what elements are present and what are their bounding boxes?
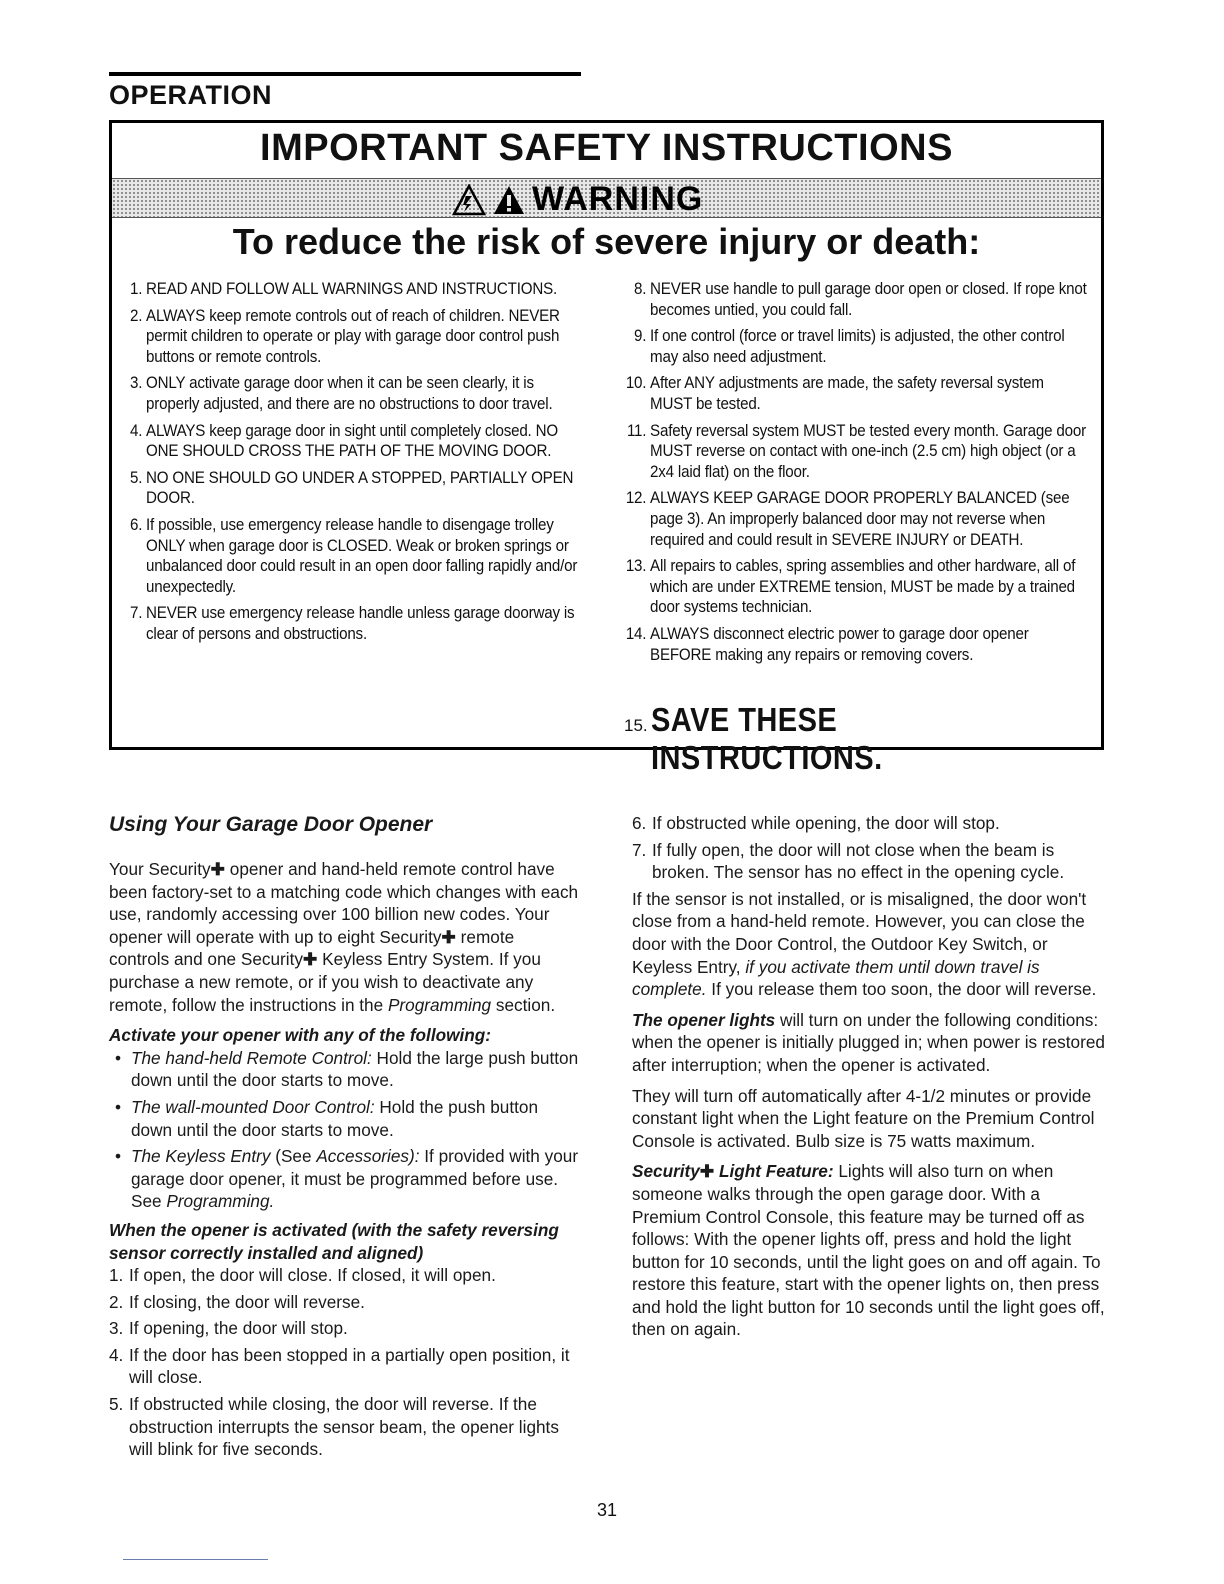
intro-text: remote controls and one Security (109, 926, 515, 970)
safety-item (120, 603, 590, 644)
intro-text: opener and hand-held remote control have been factory-set to a matching code which changes with each use, randomly accessing over 100 billion new codes. Your opener will operate with up to eight Security (109, 859, 579, 947)
intro-paragraph (109, 858, 579, 1016)
item-number: 7. (130, 604, 143, 623)
step-text: If obstructed while closing, the door will reverse. If the obstruction interrupts the sensor beam, the opener lights will blink for five seconds. (129, 1394, 559, 1460)
when-activated-heading: When the opener is activated (with the safety reversing sensor correctly installed and aligned) (109, 1219, 559, 1263)
safety-item (624, 421, 1089, 483)
step-number: 7. (632, 839, 647, 860)
safety-list-left (120, 279, 590, 651)
step-number: 1. (109, 1265, 124, 1286)
item-number: 5. (130, 468, 143, 487)
light-feature-paragraph (632, 1160, 1107, 1341)
warning-text: WARNING (532, 180, 704, 218)
item-number: 12. (625, 489, 647, 508)
item-text: READ AND FOLLOW ALL WARNINGS AND INSTRUCTIONS. (146, 280, 558, 298)
safety-item (120, 306, 590, 368)
step-item (109, 1317, 579, 1340)
save-instructions (624, 701, 1101, 777)
accessories-reference: Accessories): (316, 1146, 420, 1167)
item-number: 14. (625, 624, 647, 643)
left-column (109, 812, 579, 1465)
bullet-lead: The hand-held Remote Control: (131, 1047, 372, 1068)
item-text: ALWAYS KEEP GARAGE DOOR PROPERLY BALANCED (see page 3). An improperly balanced door may not reverse when required and could result in SEVERE INJURY or DEATH. (650, 489, 1070, 549)
item-number: 3. (130, 374, 143, 393)
activate-heading: Activate your opener with any of the following: (109, 1025, 491, 1046)
page-number: 31 (597, 1500, 618, 1520)
item-text: NO ONE SHOULD GO UNDER A STOPPED, PARTIALLY OPEN DOOR. (146, 468, 574, 508)
feature-text: Lights will also turn on when someone walks through the open garage door. With a Premium Control Console, this feature may be turned off as follows: With the opener lights off, press and hold the light button for 10 seconds, until the light goes on and off again. To restore this feature, start with the opener lights on, then press and hold the light button for 10 seconds until the light goes off, then on again. (632, 1161, 1105, 1340)
plus-icon: ✚ (699, 1161, 715, 1182)
step-text: If fully open, the door will not close when the beam is broken. The sensor has no effect in the opening cycle. (652, 839, 1065, 883)
step-text: If obstructed while opening, the door will stop. (652, 813, 1000, 833)
section-heading: Using Your Garage Door Opener (109, 813, 433, 836)
feature-label: Light Feature: (714, 1161, 834, 1182)
item-text: ALWAYS keep remote controls out of reach of children. NEVER permit children to operate or play with garage door control push buttons or remote controls. (146, 306, 560, 366)
item-text: ALWAYS keep garage door in sight until completely closed. NO ONE SHOULD CROSS THE PATH OF THE MOVING DOOR. (146, 421, 558, 461)
safety-item (624, 279, 1089, 320)
save-text: SAVE THESE INSTRUCTIONS. (650, 701, 883, 776)
step-number: 4. (109, 1344, 124, 1365)
item-number: 11. (626, 421, 647, 440)
safety-subtitle: To reduce the risk of severe injury or death: (232, 221, 981, 262)
sensor-emphasis: if you activate them until down travel is complete. (632, 956, 1040, 1000)
step-item (632, 812, 1107, 835)
safety-item (624, 326, 1089, 367)
item-text: If one control (force or travel limits) is adjusted, the other control may also need adjustment. (650, 327, 1065, 366)
item-text: NEVER use emergency release handle unless garage doorway is clear of persons and obstructions. (146, 604, 575, 643)
step-item (632, 839, 1107, 884)
bullet-lead: The Keyless Entry (131, 1146, 271, 1167)
bullet-item (109, 1047, 579, 1092)
step-number: 6. (632, 813, 647, 833)
bullet-text: If provided with your garage door opener, it must be programmed before use. See (131, 1146, 579, 1212)
safety-list-right (624, 279, 1089, 671)
safety-item (120, 421, 590, 462)
item-text: All repairs to cables, spring assemblies and other hardware, all of which are under EXTREME tension, MUST be made by a trained door systems technician. (650, 557, 1076, 617)
bullet-icon: • (115, 1146, 122, 1167)
bullet-lead: The wall-mounted Door Control: (131, 1096, 375, 1117)
item-text: If possible, use emergency release handle to disengage trolley ONLY when garage door is CLOSED. Weak or broken springs or unbalanced door could result in an open door falling rapidly and/or unexpectedly. (146, 515, 578, 596)
section-title: OPERATION (109, 80, 273, 110)
intro-text: Keyless Entry System. If you purchase a new remote, or if you wish to deactivate any remote, follow the instructions in the (109, 949, 541, 1015)
safety-item (624, 373, 1089, 414)
step-text: If open, the door will close. If closed, it will open. (129, 1265, 496, 1286)
right-column (632, 812, 1107, 1349)
bullet-text: Hold the large push button down until the door starts to move. (131, 1047, 579, 1091)
safety-box-title: IMPORTANT SAFETY INSTRUCTIONS (260, 127, 953, 169)
item-text: Safety reversal system MUST be tested every month. Garage door MUST reverse on contact with one-inch (2.5 cm) high object (or a 2x4 laid flat) on the floor. (650, 421, 1086, 481)
item-number: 9. (634, 327, 647, 346)
header-rule (109, 72, 581, 76)
step-number: 2. (109, 1291, 124, 1312)
programming-reference: Programming. (166, 1191, 275, 1212)
step-text: If closing, the door will reverse. (129, 1291, 365, 1312)
item-text: ONLY activate garage door when it can be seen clearly, it is properly adjusted, and there are no obstructions to door travel. (146, 374, 553, 413)
step-text: If opening, the door will stop. (129, 1318, 348, 1339)
item-text: After ANY adjustments are made, the safety reversal system MUST be tested. (650, 374, 1044, 413)
footer-rule (123, 1559, 268, 1560)
bullet-item (109, 1145, 579, 1213)
plus-icon: ✚ (302, 949, 318, 970)
item-text: NEVER use handle to pull garage door open or closed. If rope knot becomes untied, you could fall. (650, 280, 1087, 319)
lights-off-paragraph: They will turn off automatically after 4-1/2 minutes or provide constant light when the Light feature on the Premium Control Console is activated. Bulb size is 75 watts maximum. (632, 1085, 1095, 1151)
lights-paragraph (632, 1009, 1107, 1077)
intro-text: section. (491, 994, 556, 1015)
bullet-text: Hold the push button down until the door starts to move. (131, 1096, 539, 1140)
safety-item (120, 279, 590, 300)
safety-instructions-box (109, 120, 1104, 776)
item-number: 2. (130, 306, 143, 325)
safety-item (624, 556, 1089, 618)
bullet-icon: • (115, 1096, 122, 1117)
safety-item (624, 488, 1089, 550)
step-item (109, 1264, 579, 1287)
step-number: 3. (109, 1318, 124, 1339)
lights-label: The opener lights (632, 1009, 776, 1030)
item-number: 6. (130, 515, 143, 534)
item-number: 8. (634, 280, 647, 298)
programming-reference: Programming (387, 994, 492, 1015)
lights-text: will turn on under the following conditions: when the opener is initially plugged in; when power is restored after interruption; when the opener is activated. (632, 1009, 1105, 1075)
sensor-paragraph (632, 888, 1107, 1001)
feature-label: Security (632, 1161, 700, 1182)
safety-item (120, 515, 590, 597)
item-number: 13. (625, 557, 647, 576)
step-item (109, 1291, 579, 1314)
sensor-text: If you release them too soon, the door will reverse. (706, 979, 1097, 1000)
bullet-text: (See (270, 1146, 317, 1167)
warning-triangle-icon (492, 184, 526, 216)
item-text: ALWAYS disconnect electric power to garage door opener BEFORE making any repairs or removing covers. (650, 624, 1029, 664)
warning-label-group (452, 180, 703, 219)
step-number: 5. (109, 1394, 124, 1415)
plus-icon: ✚ (441, 926, 456, 947)
bullet-item (109, 1096, 579, 1141)
step-text: If the door has been stopped in a partially open position, it will close. (129, 1344, 570, 1388)
warning-band (112, 178, 1101, 218)
intro-text: Your Security (109, 859, 211, 879)
bullet-icon: • (115, 1047, 122, 1068)
safety-item (120, 468, 590, 509)
safety-item (120, 373, 590, 414)
hazard-triangle-icon (452, 184, 486, 216)
step-item (109, 1344, 579, 1389)
item-number: 10. (625, 374, 647, 393)
safety-item (624, 624, 1089, 665)
item-number: 4. (130, 421, 143, 440)
step-item (109, 1393, 579, 1461)
save-number: 15. (624, 716, 648, 735)
sensor-text: If the sensor is not installed, or is misaligned, the door won't close from a hand-held remote. However, you can close the door with the Door Control, the Outdoor Key Switch, or Keyless Entry, (632, 888, 1087, 977)
plus-icon: ✚ (210, 859, 225, 879)
item-number: 1. (130, 280, 143, 298)
